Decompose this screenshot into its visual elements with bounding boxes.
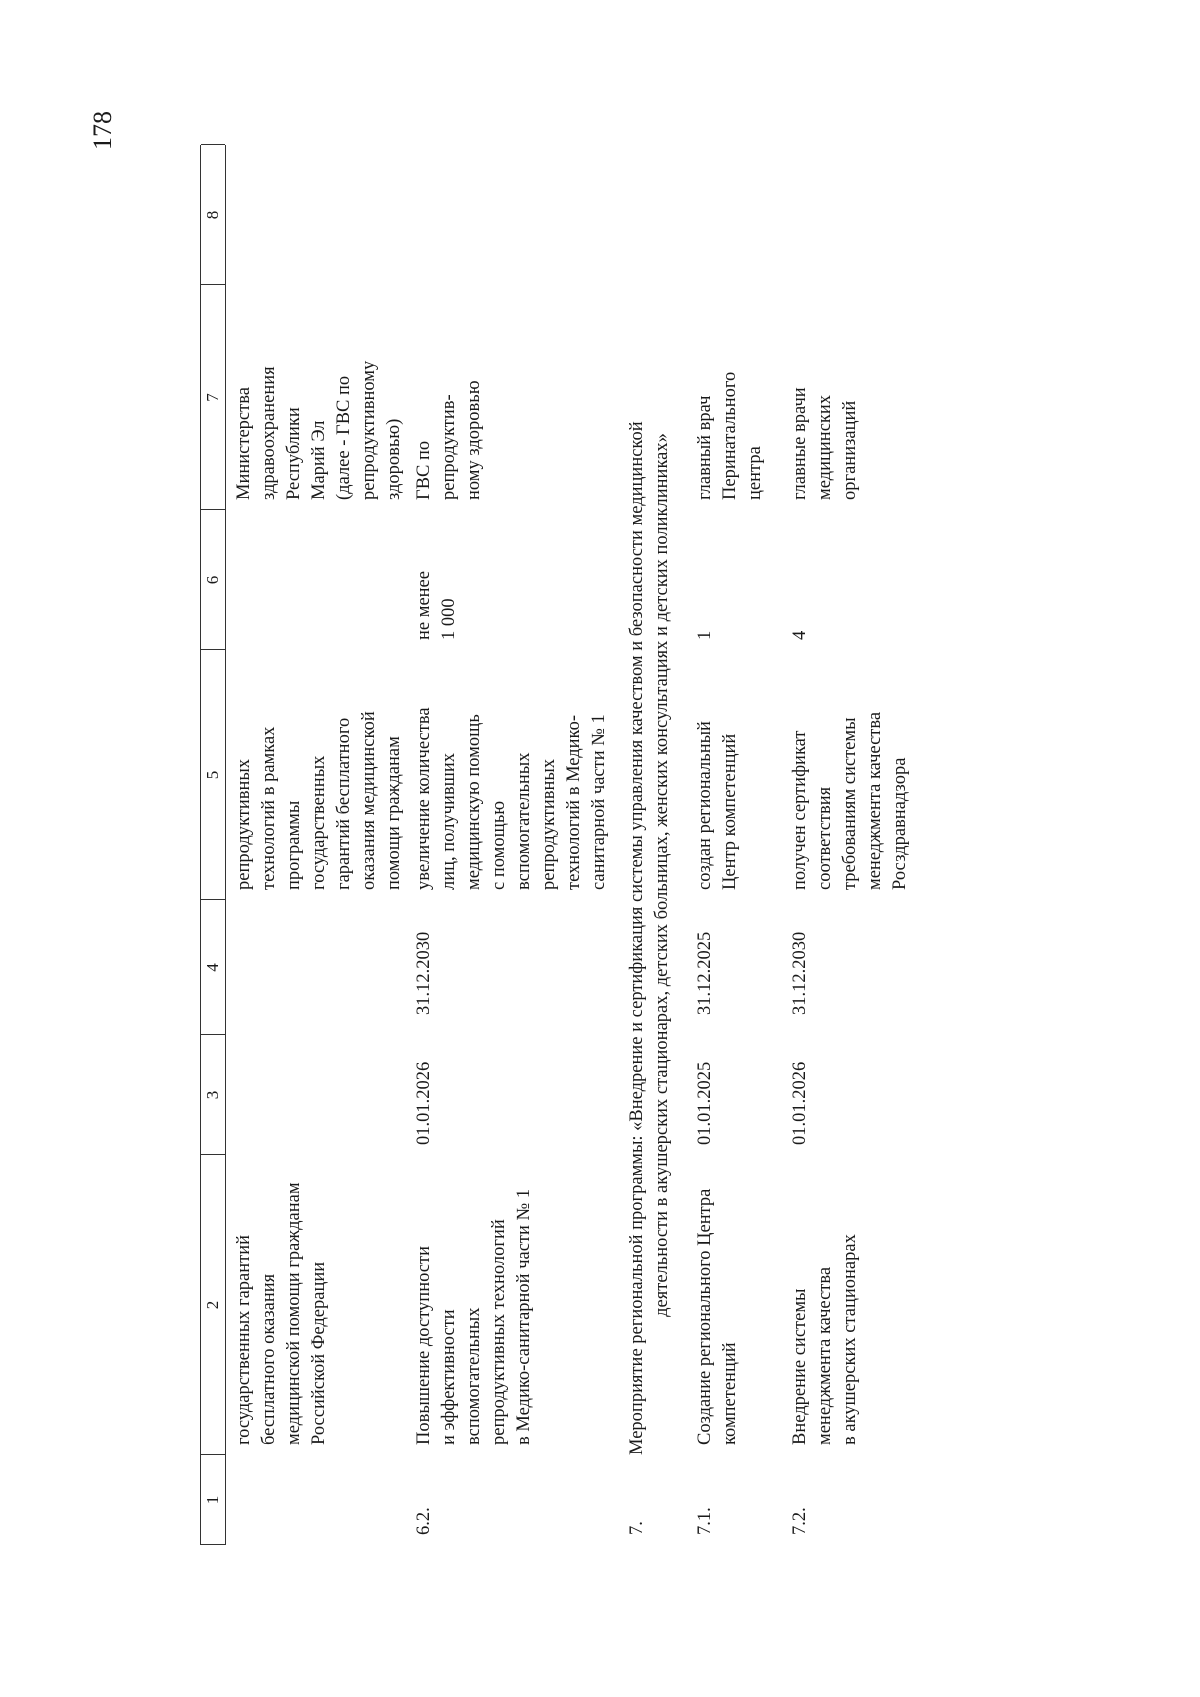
cell-line: в Медико-санитарной части № 1 (514, 1188, 534, 1445)
cell-line: организаций (840, 400, 860, 500)
row-activity-cell (788, 1185, 863, 1445)
cell-line: менеджмента качества (815, 1266, 835, 1445)
cell-line: здоровью) (384, 418, 404, 500)
header-col-7: 7 (203, 393, 222, 402)
cell-line: ГВС по (414, 440, 434, 500)
row-activity-cell (693, 1165, 743, 1445)
cell-line: Перинатального (720, 371, 740, 500)
cell-line: Министерства (234, 387, 254, 500)
header-col-6: 6 (203, 575, 222, 585)
page-number: 178 (88, 111, 117, 150)
cell-line: репродуктивных технологий (489, 1219, 509, 1445)
cell-line: Республики (284, 407, 304, 500)
cell-line: санитарной части № 1 (589, 714, 609, 890)
cell-line: вспомогательных (514, 752, 534, 890)
section-title-line: Мероприятие региональной программы: «Внедрение и сертификация системы управления качеством и безопасности медицинской (627, 421, 647, 1455)
cell-line: Повышение доступности (414, 1245, 434, 1445)
row-value-cell (412, 571, 462, 640)
row-responsible-cell (788, 285, 863, 500)
header-col-1: 1 (203, 1495, 222, 1505)
row-end-date: 31.12.2025 (695, 931, 715, 1015)
cell-line: не менее (414, 571, 434, 640)
cell-line: репродуктив- (439, 394, 459, 500)
cell-line: лиц, получивших (439, 752, 459, 890)
header-col-2: 2 (203, 1300, 222, 1310)
cell-line: Центр компетенций (720, 733, 740, 890)
cell-line: Создание регионального Центра (695, 1188, 715, 1445)
cell-line: бесплатного оказания (259, 1273, 279, 1445)
cell-line: требованиям системы (840, 717, 860, 890)
row-result-cell (232, 650, 407, 890)
section-title-line: деятельности в акушерских стационарах, детских больницах, женских консультациях и детских поликлиниках» (652, 433, 672, 1317)
cell-line: 1 000 (439, 598, 459, 640)
row-end-date: 31.12.2030 (790, 931, 810, 1015)
cell-line: программы (284, 800, 304, 890)
cell-line: увеличение количества (414, 707, 434, 890)
cell-line: репродуктивных (234, 758, 254, 890)
header-col-8: 8 (203, 210, 222, 220)
cell-line: главный врач (695, 395, 715, 500)
cell-line: гарантий бесплатного (334, 717, 354, 890)
cell-line: ному здоровью (464, 380, 484, 500)
row-responsible-cell (232, 285, 407, 500)
row-start-date: 01.01.2026 (414, 1061, 434, 1145)
rotated-document-page (88, 111, 1000, 1545)
row-result-cell (412, 645, 612, 890)
cell-line: создан региональный (695, 721, 715, 890)
cell-line: менеджмента качества (865, 711, 885, 890)
header-col-5: 5 (203, 770, 222, 780)
row-number: 7.1. (695, 1507, 715, 1535)
row-end-date: 31.12.2030 (414, 931, 434, 1015)
cell-line: государственных (309, 755, 329, 890)
row-result-cell (693, 650, 743, 890)
row-number: 6.2. (414, 1507, 434, 1535)
row-start-date: 01.01.2026 (790, 1061, 810, 1145)
cell-line: технологий в Медико- (564, 714, 584, 890)
row-activity-cell (412, 1175, 537, 1445)
cell-line: технологий в рамках (259, 726, 279, 890)
row-value-cell: 4 (790, 630, 810, 640)
row-responsible-cell (693, 285, 768, 500)
cell-line: медицинской помощи гражданам (284, 1182, 304, 1445)
cell-line: компетенций (720, 1342, 740, 1445)
row-value-cell: 1 (695, 630, 715, 640)
cell-line: репродуктивному (359, 360, 379, 500)
cell-line: оказания медицинской (359, 711, 379, 890)
cell-line: получен сертификат (790, 730, 810, 890)
cell-line: (далее - ГВС по (334, 375, 354, 500)
cell-line: вспомогательных (464, 1307, 484, 1445)
cell-line: Внедрение системы (790, 1288, 810, 1445)
cell-line: в акушерских стационарах (840, 1234, 860, 1445)
row-result-cell (788, 650, 913, 890)
row-responsible-cell (412, 285, 487, 500)
cell-line: Марий Эл (309, 420, 329, 500)
cell-line: соответствия (815, 786, 835, 890)
cell-line: главные врачи (790, 387, 810, 500)
row-activity-cell (232, 1182, 332, 1445)
header-col-3: 3 (203, 1090, 222, 1100)
section-title (625, 295, 675, 1455)
cell-line: здравоохранения (259, 366, 279, 500)
header-col-4: 4 (203, 963, 222, 972)
cell-line: и эффективности (439, 1309, 459, 1445)
row-number: 7.2. (790, 1507, 810, 1535)
cell-line: Росздравнадзора (890, 757, 910, 890)
header-divider (201, 144, 225, 145)
cell-line: с помощью (489, 800, 509, 890)
cell-line: помощи гражданам (384, 736, 404, 890)
cell-line: центра (745, 446, 765, 500)
cell-line: Российской Федерации (309, 1261, 329, 1445)
cell-line: медицинских (815, 394, 835, 500)
cell-line: репродуктивных (539, 758, 559, 890)
cell-line: медицинскую помощь (464, 714, 484, 890)
cell-line: государственных гарантий (234, 1234, 254, 1445)
row-start-date: 01.01.2025 (695, 1061, 715, 1145)
section-number: 7. (627, 1521, 647, 1535)
table-header-row (200, 145, 226, 1545)
